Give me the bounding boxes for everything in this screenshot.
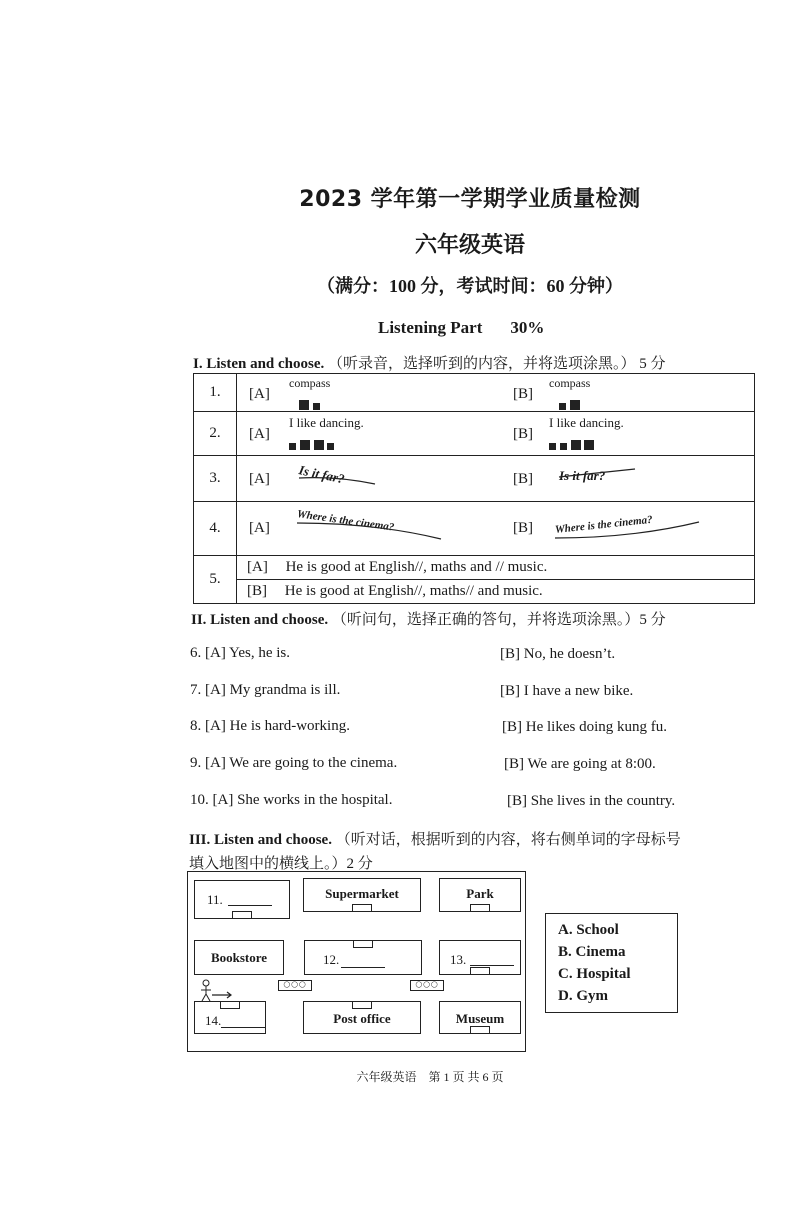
table-row: [194, 456, 755, 502]
building-door: [352, 904, 372, 912]
answer-blank-12[interactable]: [341, 967, 385, 968]
table-row: [194, 580, 755, 604]
option-b-text: compass: [549, 376, 591, 390]
row-number: 4.: [194, 502, 237, 556]
question-10-a: 10. [A] She works in the hospital.: [190, 792, 393, 808]
building-door: [232, 911, 252, 919]
building-door: [220, 1001, 240, 1009]
blank-label-14: 14.: [205, 1013, 222, 1028]
question-6-b: [B] No, he doesn’t.: [500, 646, 616, 662]
row-content: [237, 502, 755, 556]
option-b-text: He is good at English//, maths// and music.: [284, 583, 543, 599]
traffic-light-icon: ◯◯◯: [410, 980, 444, 991]
option-a-text: I like dancing.: [289, 415, 364, 430]
option-b-label: [B]: [513, 471, 533, 487]
intonation-text: Is it far?: [559, 468, 606, 483]
table-row: [194, 412, 755, 456]
option-a-label: [A]: [249, 520, 270, 536]
word-legend: [545, 913, 678, 1013]
option-a-text: compass: [289, 376, 331, 390]
question-7-a: 7. [A] My grandma is ill.: [190, 682, 341, 698]
supermarket-label: Supermarket: [325, 886, 399, 901]
building-door: [353, 940, 373, 948]
table-row: [194, 374, 755, 412]
table-row: [194, 556, 755, 580]
exam-title: 2023 学年第一学期学业质量检测: [299, 187, 641, 212]
section3-heading: III. Listen and choose.: [189, 832, 332, 848]
option-b-text: I like dancing.: [549, 415, 624, 430]
map-supermarket: [303, 878, 421, 912]
section1-table: [193, 373, 755, 604]
option-a-label: [A]: [249, 426, 270, 442]
row-content: [237, 580, 755, 604]
section3-header: [189, 828, 681, 849]
museum-label: Museum: [455, 1011, 505, 1026]
row-number: 1.: [194, 374, 237, 412]
listening-part-label: [378, 318, 544, 338]
question-8-b: [B] He likes doing kung fu.: [502, 719, 667, 735]
table-row: [194, 502, 755, 556]
row-content: [237, 412, 755, 456]
option-b-label: [B]: [513, 426, 533, 442]
street-map: [187, 871, 526, 1052]
map-building-11: [194, 880, 290, 919]
section3-instruction-line2: 填入地图中的横线上。）2 分: [189, 856, 373, 872]
option-a-text: He is good at English//, maths and // music.: [285, 559, 548, 575]
section1-instruction: （听录音，选择听到的内容，并将选项涂黑。） 5 分: [328, 356, 666, 372]
park-label: Park: [466, 886, 494, 901]
pedestrian-icon: [198, 979, 234, 1003]
answer-blank-14[interactable]: [221, 1027, 265, 1028]
listening-part-text: Listening Part: [378, 318, 483, 337]
exam-subtitle: 六年级英语: [414, 233, 525, 258]
legend-item: D. Gym: [558, 988, 608, 1004]
row-number: 3.: [194, 456, 237, 502]
building-door: [352, 1001, 372, 1009]
score-info: （满分：100 分，考试时间：60 分钟）: [317, 276, 623, 296]
intonation-text: Is it far?: [297, 462, 346, 487]
question-9-b: [B] We are going at 8:00.: [504, 756, 656, 772]
traffic-light-icon: ◯◯◯: [278, 980, 312, 991]
blank-label-12: 12.: [323, 952, 340, 967]
building-door: [470, 967, 490, 975]
question-6-a: 6. [A] Yes, he is.: [190, 645, 291, 661]
intonation-line: [553, 520, 703, 540]
blank-label-11: 11.: [207, 892, 223, 907]
question-10-b: [B] She lives in the country.: [507, 793, 676, 809]
listening-part-percent: 30%: [510, 318, 545, 337]
blank-label-13: 13.: [450, 952, 467, 967]
post-office-label: Post office: [333, 1011, 391, 1026]
row-content: [237, 456, 755, 502]
option-b-label: [B]: [513, 520, 533, 536]
building-door: [470, 1026, 490, 1034]
bookstore-label: Bookstore: [210, 950, 268, 965]
legend-item: A. School: [558, 922, 619, 938]
intonation-line: [295, 521, 445, 541]
section2-heading: II. Listen and choose.: [191, 612, 329, 628]
map-park: [439, 878, 521, 912]
question-7-b: [B] I have a new bike.: [500, 683, 634, 699]
option-a-label: [A]: [247, 559, 268, 575]
legend-item: B. Cinema: [558, 944, 626, 960]
section1-header: [193, 352, 666, 373]
section1-heading: I. Listen and choose.: [193, 356, 325, 372]
stress-marks: [549, 438, 594, 455]
legend-item: C. Hospital: [558, 966, 631, 982]
row-number: 5.: [194, 556, 237, 604]
page-footer: 六年级英语 第 1 页 共 6 页: [356, 1070, 504, 1084]
map-building-14: [194, 1001, 266, 1034]
section2-instruction: （听问句，选择正确的答句，并将选项涂黑。）5 分: [331, 612, 666, 628]
option-a-label: [A]: [249, 471, 270, 487]
answer-blank-11[interactable]: [228, 905, 272, 906]
question-8-a: 8. [A] He is hard-working.: [190, 718, 350, 734]
section2-header: [191, 608, 666, 629]
intonation-text: Where is the cinema?: [296, 508, 395, 534]
answer-blank-13[interactable]: [470, 965, 514, 966]
building-door: [470, 904, 490, 912]
option-a-label: [A]: [249, 386, 270, 402]
map-bookstore: [194, 940, 284, 975]
map-post-office: [303, 1001, 421, 1034]
intonation-line: [297, 474, 377, 486]
section3-instruction: （听对话，根据听到的内容，将右侧单词的字母标号: [335, 832, 681, 848]
map-building-13: [439, 940, 521, 975]
question-9-a: 9. [A] We are going to the cinema.: [190, 755, 398, 771]
row-content: [237, 556, 755, 580]
stress-marks: [289, 438, 334, 455]
intonation-text: Where is the cinema?: [554, 513, 654, 536]
intonation-line: [557, 467, 637, 479]
map-building-12: [304, 940, 422, 975]
row-content: [237, 374, 755, 412]
option-b-label: [B]: [247, 583, 267, 599]
map-museum: [439, 1001, 521, 1034]
row-number: 2.: [194, 412, 237, 456]
option-b-label: [B]: [513, 386, 533, 402]
